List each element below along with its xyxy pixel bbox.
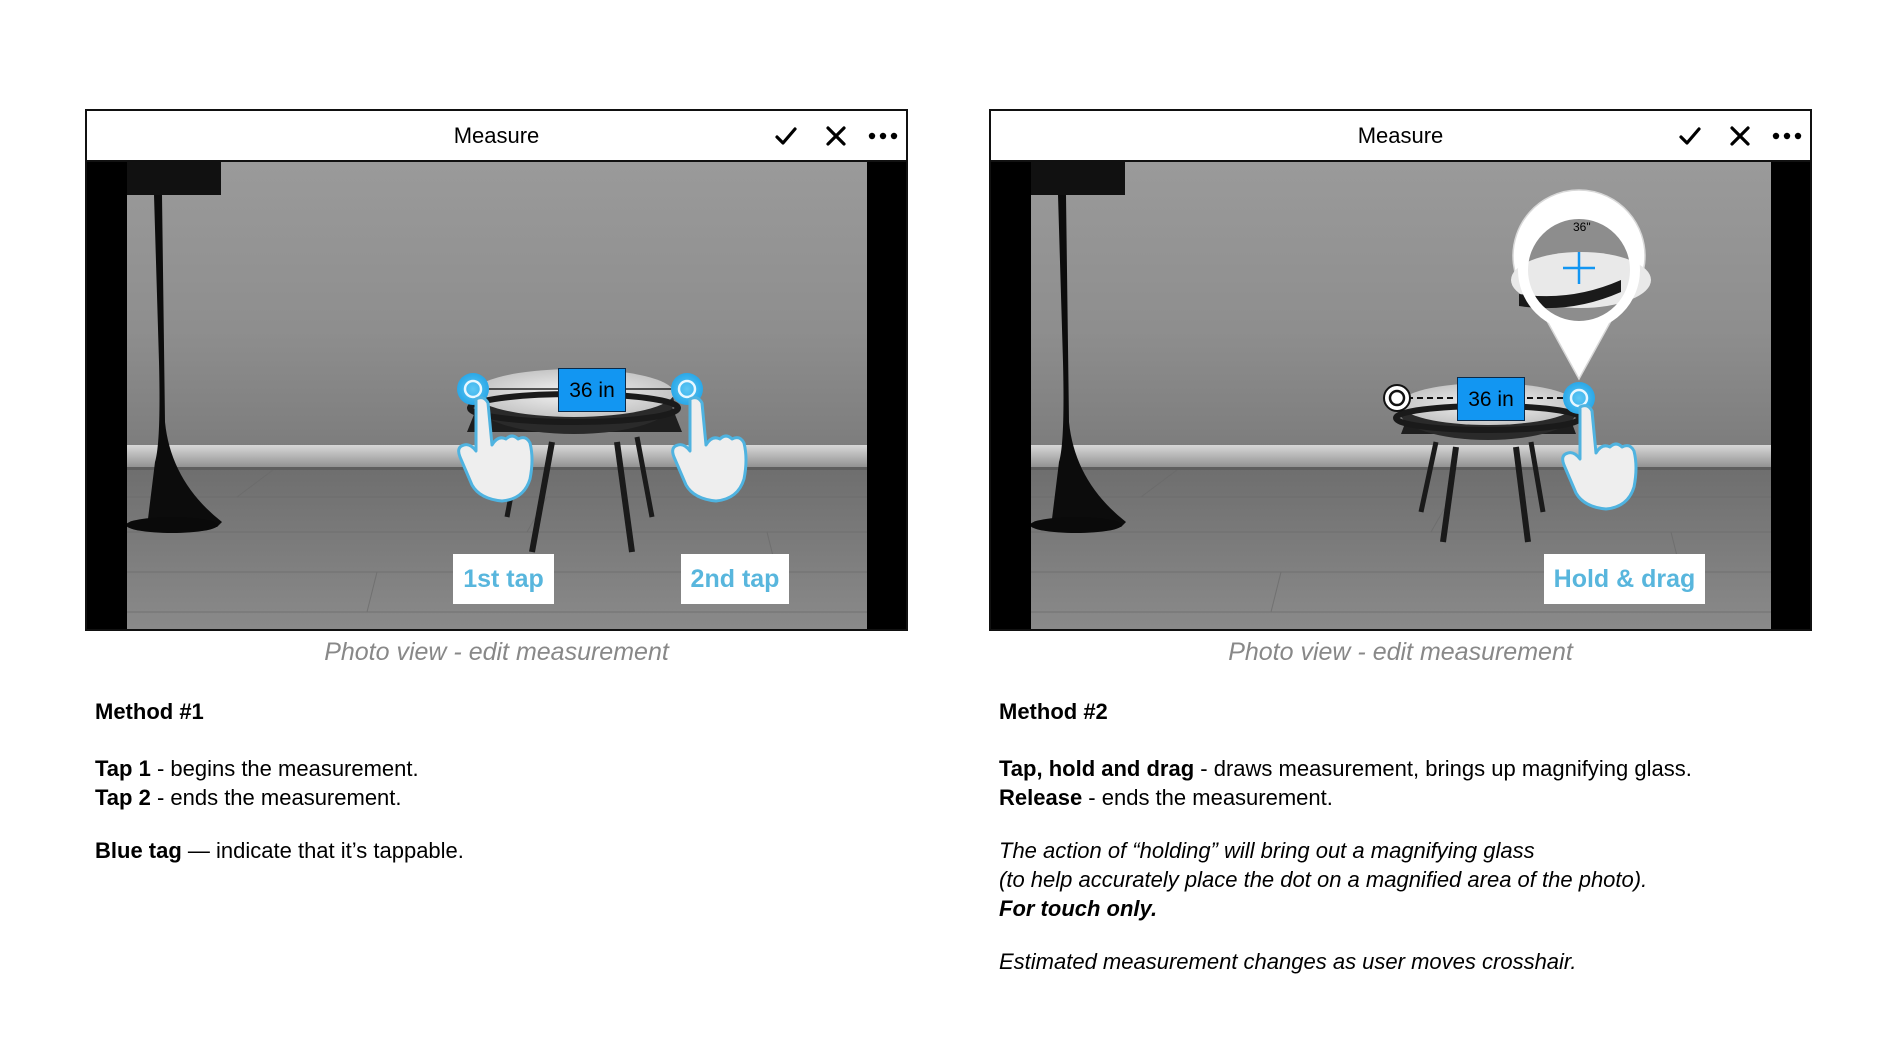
room-photo (1031, 162, 1771, 629)
room-photo (127, 162, 867, 629)
confirm-button[interactable] (770, 120, 802, 152)
method-1-heading: Method #1 (95, 699, 204, 724)
tag-2nd-tap: 2nd tap (681, 554, 789, 604)
close-icon (1729, 125, 1751, 147)
measure-window (989, 109, 1812, 631)
release-line: Release - ends the measurement. (999, 785, 1333, 810)
tag-hold-and-drag: Hold & drag (1544, 554, 1705, 604)
confirm-button[interactable] (1674, 120, 1706, 152)
panel-caption: Photo view - edit measurement (1228, 638, 1573, 666)
method-1-panel (85, 109, 908, 666)
title-bar (991, 111, 1810, 162)
note-line: (to help accurately place the dot on a magnified area of the photo). (999, 867, 1648, 892)
magnifier-measurement: 36" (1573, 220, 1591, 234)
more-icon (868, 131, 898, 141)
close-button[interactable] (1724, 120, 1756, 152)
method-2-description (999, 697, 1692, 976)
panel-caption: Photo view - edit measurement (324, 638, 669, 666)
title-bar (87, 111, 906, 162)
note-line: Estimated measurement changes as user moves crosshair. (999, 949, 1577, 974)
checkmark-icon (1678, 124, 1702, 148)
method-2-heading: Method #2 (999, 699, 1108, 724)
note-line: For touch only. (999, 896, 1158, 921)
tag-1st-tap: 1st tap (453, 554, 554, 604)
more-icon (1772, 131, 1802, 141)
method-1-description (95, 697, 464, 865)
tap-hold-drag-line: Tap, hold and drag - draws measurement, brings up magnifying glass. (999, 756, 1692, 781)
note-line: The action of “holding” will bring out a magnifying glass (999, 838, 1535, 863)
measure-window (85, 109, 908, 631)
tap-1-line: Tap 1 - begins the measurement. (95, 756, 419, 781)
tap-2-line: Tap 2 - ends the measurement. (95, 785, 402, 810)
measurement-start-point[interactable] (1384, 385, 1410, 411)
checkmark-icon (774, 124, 798, 148)
window-title: Measure (1357, 123, 1444, 148)
more-button[interactable] (1771, 120, 1803, 152)
window-title: Measure (453, 123, 540, 148)
close-button[interactable] (820, 120, 852, 152)
measurement-label[interactable]: 36 in (558, 368, 626, 412)
blue-tag-line: Blue tag — indicate that it’s tappable. (95, 838, 464, 863)
method-2-panel (989, 109, 1812, 666)
measurement-label[interactable]: 36 in (1457, 377, 1525, 421)
close-icon (825, 125, 847, 147)
more-button[interactable] (867, 120, 899, 152)
